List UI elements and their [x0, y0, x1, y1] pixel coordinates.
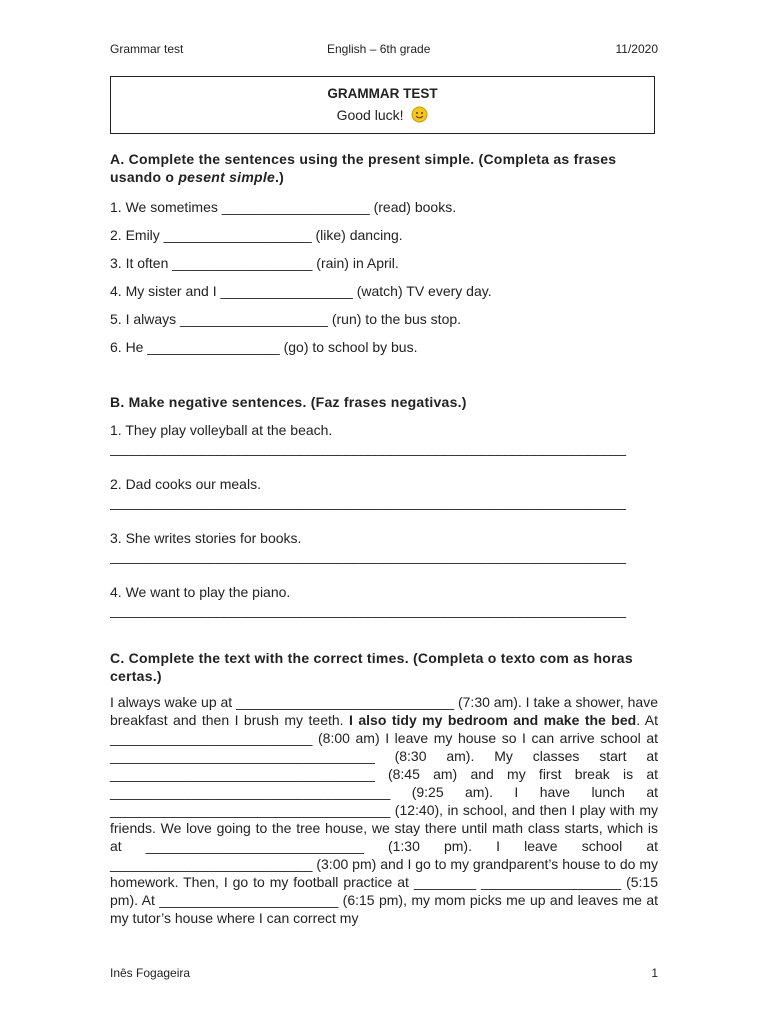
test-subtitle [111, 106, 654, 126]
section-a-item: 5. I always ___________________ (run) to the bus stop. [110, 311, 462, 327]
section-c-heading: C. Complete the text with the correct times. (Completa o texto com as horas certas.) [110, 650, 633, 684]
title-box [110, 76, 655, 134]
test-title: GRAMMAR TEST [327, 86, 438, 101]
section-a-heading: A. Complete the sentences using the present simple. (Completa as frases usando o pesent simple.) [110, 151, 617, 185]
section-b-item: 4. We want to play the piano. [110, 584, 291, 600]
section-a-item: 2. Emily ___________________ (like) dancing. [110, 227, 403, 243]
section-b-list [110, 421, 658, 619]
good-luck-text: Good luck! [336, 107, 404, 123]
answer-line: ____________________________________________________________________ [110, 494, 626, 510]
worksheet-body [110, 150, 658, 927]
section-b-item: 1. They play volleyball at the beach. [110, 422, 333, 438]
header-center: English – 6th grade [327, 42, 431, 56]
header-date: 11/2020 [615, 42, 658, 56]
section-a-item: 1. We sometimes ___________________ (read) books. [110, 199, 457, 215]
answer-line: ____________________________________________________________________ [110, 548, 626, 564]
section-b-item: 3. She writes stories for books. [110, 530, 302, 546]
section-a-item: 3. It often __________________ (rain) in April. [110, 255, 399, 271]
section-a-item: 6. He _________________ (go) to school by bus. [110, 339, 418, 355]
section-b-item: 2. Dad cooks our meals. [110, 476, 261, 492]
smiley-icon [411, 106, 428, 126]
footer-author: Inês Fogageira [110, 966, 191, 980]
answer-line: ____________________________________________________________________ [110, 602, 626, 618]
section-a-list [110, 198, 658, 356]
page-number: 1 [651, 966, 658, 980]
header-left: Grammar test [110, 42, 184, 56]
section-a-item: 4. My sister and I _________________ (watch) TV every day. [110, 283, 492, 299]
answer-line: ____________________________________________________________________ [110, 440, 626, 456]
section-c-paragraph: I always wake up at ____________________________ (7:30 am). I take a shower, have breakfast and then I brush my teeth. I also tidy my bedroom and make the bed. At __________________________ (8:00 am) I leave my house so I can arrive school at __________________________________ (8:30 am). My classes start at __________________________________ (8:45 am) and my first break is at ____________________________________ (9:25 am). I have lunch at ____________________________________ (12:40), in school, and then I play with my friends. We love going to the tree house, we stay there until math class starts, which is at ____________________________ (1:30 pm). I leave school at __________________________ (3:00 pm) and I go to my grandparent’s house to do my homework. Then, I go to my football practice at ________ __________________ (5:15 pm). At _______________________ (6:15 pm), my mom picks me up and leaves me at my tutor’s house where I can correct my [110, 694, 659, 926]
section-b-heading: B. Make negative sentences. (Faz frases negativas.) [110, 394, 467, 410]
